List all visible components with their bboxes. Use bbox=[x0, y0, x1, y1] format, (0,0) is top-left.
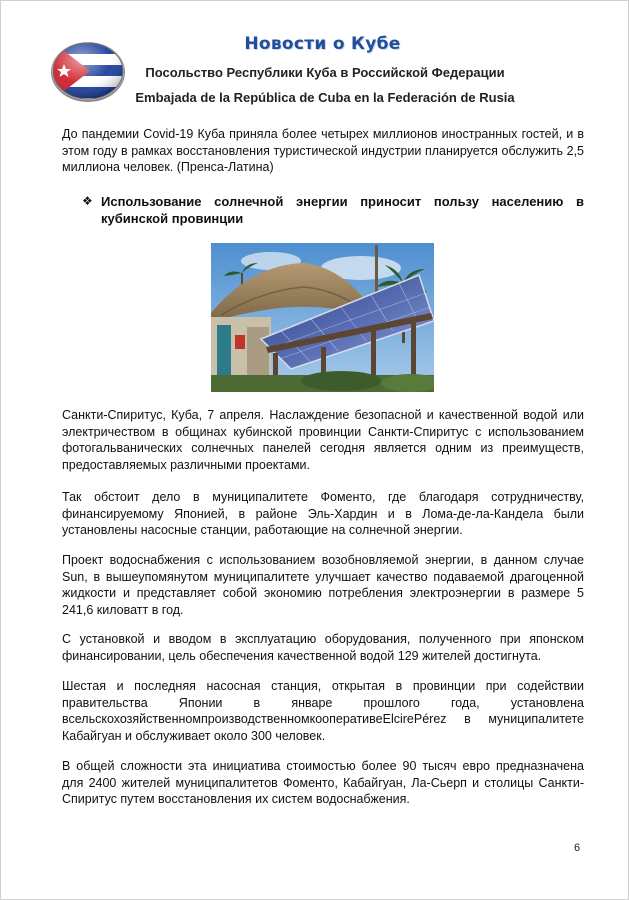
article-paragraph: С установкой и вводом в эксплуатацию оборудования, полученного при японском финансировании, цель обеспечения качественной водой 129 жителей достигнута. bbox=[62, 632, 584, 663]
page-header bbox=[0, 0, 629, 120]
intro-paragraph: До пандемии Covid-19 Куба приняла более четырех миллионов иностранных гостей, и в этом году в рамках восстановления туристической индустрии планируется обслужить 2,5 миллиона человек. (Пренса-Латина) bbox=[62, 127, 584, 174]
page-title: Новости о Кубе bbox=[244, 34, 401, 54]
solar-panel-hut-photo bbox=[211, 243, 434, 392]
article-paragraph: В общей сложности эта инициатива стоимостью более 90 тысяч евро предназначена для 2400 жителей муниципалитетов Фоменто, Кабайгуан, Ла-Сьерп и столицы Санкти-Спиритус путем восстановления их систем водоснабжения. bbox=[62, 759, 584, 806]
article-heading-text: Использование солнечной энергии приносит пользу населению в кубинской провинции bbox=[101, 194, 584, 226]
embassy-name-russian: Посольство Республики Куба в Российской Федерации bbox=[145, 65, 505, 80]
article-paragraph: Шестая и последняя насосная станция, открытая в провинции при содействии правительства Японии в январе прошлого года, установлена всельскохозяйственномпроизводственномкооперативеElcirePérez в муниципалитете Кабайгуан и обслуживает около 300 человек. bbox=[62, 679, 584, 743]
page-number: 6 bbox=[574, 842, 581, 854]
article-paragraph: Так обстоит дело в муниципалитете Фоменто, где благодаря сотрудничеству, финансируемому Японией, в районе Эль-Хардин и в Лома-де-ла-Кандела были установлены насосные станции, работающие на солнечной энергии. bbox=[62, 490, 584, 537]
article-paragraph: Проект водоснабжения с использованием возобновляемой энергии, в данном случае Sun, в вышеупомянутом муниципалитете улучшает качество подаваемой драгоценной жидкости и представляет собой экономию потребления электроэнергии в размере 5 241,6 киловатт в год. bbox=[62, 553, 584, 617]
intro-block bbox=[62, 126, 584, 176]
article-heading bbox=[82, 193, 584, 227]
diamond-bullet-icon: ❖ bbox=[82, 194, 93, 208]
embassy-name-spanish: Embajada de la República de Cuba en la Federación de Rusia bbox=[135, 90, 515, 105]
article-paragraph: Санкти-Спиритус, Куба, 7 апреля. Наслаждение безопасной и качественной водой или электричеством в общинах кубинской провинции Санкти-Спиритус с использованием фотогальванических солнечных панелей сегодня является одним из преимуществ, предоставляемых различными проектами. bbox=[62, 408, 584, 472]
